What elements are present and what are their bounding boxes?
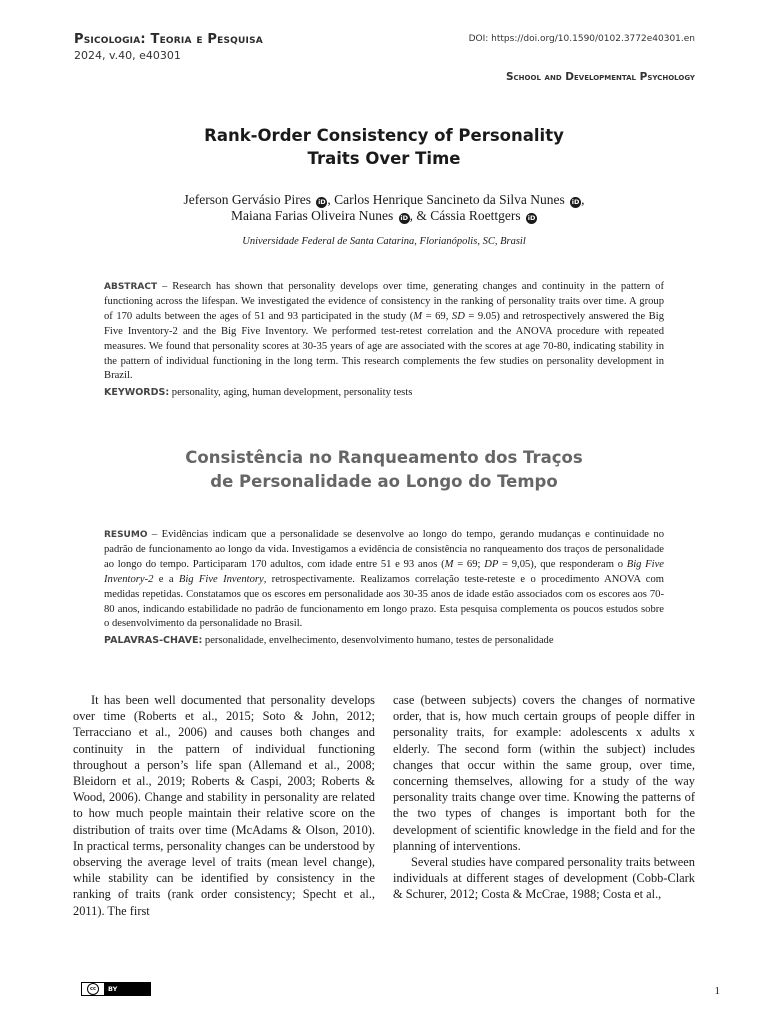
body-column-left: [73, 692, 375, 919]
body-paragraph: case (between subjects) covers the changes of normative order, that is, how much certain groups of people differ in personality traits, for example: adolescents x adults x elderly. The second form (within the subject) includes changes that occur within the same group, over time, concerning themselves, allowing for a study of the way personality traits change over time. Knowing the patterns of the two types of changes is important both for the development of scientific knowledge in the field and for the planning of interventions.: [393, 693, 695, 853]
article-title-line-1: Rank-Order Consistency of Personality: [204, 126, 564, 145]
article-title-line-2: Traits Over Time: [307, 149, 461, 168]
journal-header: [74, 32, 414, 62]
resumo-dash: –: [147, 529, 162, 540]
journal-volume: 2024, v.40, e40301: [74, 49, 181, 62]
section-label: School and Developmental Psychology: [505, 71, 695, 83]
stat-sd-value: = 9.05: [464, 310, 497, 322]
author-list: [100, 192, 668, 224]
author-name: Carlos Henrique Sancineto da Silva Nunes: [334, 192, 565, 207]
article-title-portuguese: [100, 446, 668, 494]
author-separator: ,: [327, 192, 335, 207]
resumo-text: Evidências indicam que a personalidade se desenvolve ao longo do tempo, gerando mudanças e continuidade no padrão de funcionamento ao longo da vida. Investigamos a evidência de consistência no ranqueamento dos traços de personalidade ao longo do tempo. Participaram 170 adultos, com idade entre 51 e 93 anos (: [104, 529, 665, 570]
stat-m-label: M: [413, 310, 423, 322]
author-line-1: [100, 192, 668, 208]
palavras-chave-label: PALAVRAS-CHAVE:: [104, 635, 203, 647]
resumo-label: RESUMO: [104, 530, 148, 540]
cc-by-label: BY: [104, 983, 150, 995]
palavras-chave-text: personalidade, envelhecimento, desenvolvimento humano, testes de personalidade: [202, 635, 554, 647]
author-name: Maiana Farias Oliveira Nunes: [230, 208, 394, 223]
abstract-english-text: [104, 280, 664, 384]
doi-link[interactable]: DOI: https://doi.org/10.1590/0102.3772e40301.en: [468, 34, 695, 44]
author-line-2: [100, 208, 668, 224]
page-number: 1: [714, 985, 720, 997]
title-pt-line-1: Consistência no Ranqueamento dos Traços: [185, 448, 583, 467]
keywords-text: personality, aging, human development, personality tests: [169, 387, 413, 399]
author-separator: ,: [581, 192, 585, 207]
body-column-right: [393, 692, 695, 903]
author-separator: , &: [409, 208, 431, 223]
keywords-label: KEYWORDS:: [104, 387, 170, 399]
stat-m-value: = 69;: [453, 558, 485, 570]
resumo-text: , retrospectivamente. Realizamos correlação teste-reteste e o procedimento ANOVA com medidas repetidas. Constatamos que os escores em personalidade aos 30-35 anos de idade estão associados com os escores aos 70-80 anos, indicando estabilidade no padrão de funcionamento em longo prazo. Esta pesquisa complementa os poucos estudos sobre o desenvolvimento da personalidade no Brasil.: [104, 573, 664, 630]
orcid-icon[interactable]: iD: [318, 198, 326, 206]
stat-sd-label: SD: [451, 310, 465, 322]
stat-m-label: M: [444, 558, 454, 570]
stat-m-value: = 69,: [422, 310, 452, 322]
cc-license-badge[interactable]: [81, 982, 151, 996]
body-paragraph: Several studies have compared personality traits between individuals at different stages of development (Cobb-Clark & Schurer, 2012; Costa & McCrae, 1988; Costa et al.,: [393, 855, 695, 902]
keywords-portuguese: [104, 634, 664, 649]
instrument-bfi: Big Five Inventory: [178, 573, 264, 585]
body-paragraph: It has been well documented that personality develops over time (Roberts et al., 2015; Soto & John, 2012; Terracciano et al., 2006) and causes both changes and continuity in the pattern of individual functioning throughout a person’s life span (Allemand et al., 2008; Bleidorn et al., 2019; Roberts & Caspi, 2003; Roberts & Wood, 2006). Change and stability in personality are related to how much people maintain their relative score on the distribution of traits over time (McAdams & Olson, 2010). In practical terms, personality changes can be understood by observing the average level of traits (mean level change), while stability can be identified by consistency in the ranking of traits (rank order consistency; Specht et al., 2011). The first: [73, 693, 375, 918]
author-name: Jeferson Gervásio Pires: [183, 192, 311, 207]
author-name: Cássia Roettgers: [430, 208, 521, 223]
abstract-dash: –: [157, 281, 173, 292]
orcid-icon[interactable]: iD: [400, 214, 408, 222]
stat-dp-label: DP: [484, 558, 499, 570]
journal-name: Psicologia: Teoria e Pesquisa: [74, 32, 263, 47]
cc-icon-box: [82, 983, 104, 995]
instrument-bfi2: Big Five Inventory-2: [104, 558, 665, 585]
abstract-text: Research has shown that personality develops over time, generating changes and continuity in the pattern of functioning across the lifespan. We investigated the evidence of consistency in the ranking of personality traits over time. A group of 170 adults between the ages of 51 and 93 participated in the study (: [104, 281, 664, 322]
article-title: [100, 124, 668, 170]
stat-dp-value: = 9,05), que responderam o: [498, 558, 627, 570]
cc-icon: cc: [87, 983, 99, 995]
title-pt-line-2: de Personalidade ao Longo do Tempo: [210, 472, 558, 491]
resumo-text: e a: [153, 573, 179, 585]
abstract-portuguese: [104, 528, 664, 649]
abstract-english: [104, 280, 664, 401]
affiliation: Universidade Federal de Santa Catarina, Florianópolis, SC, Brasil: [242, 236, 526, 247]
abstract-label: ABSTRACT: [104, 282, 158, 292]
abstract-portuguese-text: [104, 528, 664, 632]
orcid-icon[interactable]: iD: [571, 198, 580, 206]
keywords-english: [104, 386, 664, 401]
orcid-icon[interactable]: iD: [527, 214, 536, 222]
abstract-text: ) and retrospectively answered the Big Five Inventory-2 and the Big Five Inventory. We performed test-retest correlation and the ANOVA procedure with repeated measures. We found that personality scores at 30-35 years of age are associated with the scores at age 70-80, indicating stability in the pattern of individual functioning in the long term. This research complements the few studies on personality development in Brazil.: [104, 310, 664, 382]
